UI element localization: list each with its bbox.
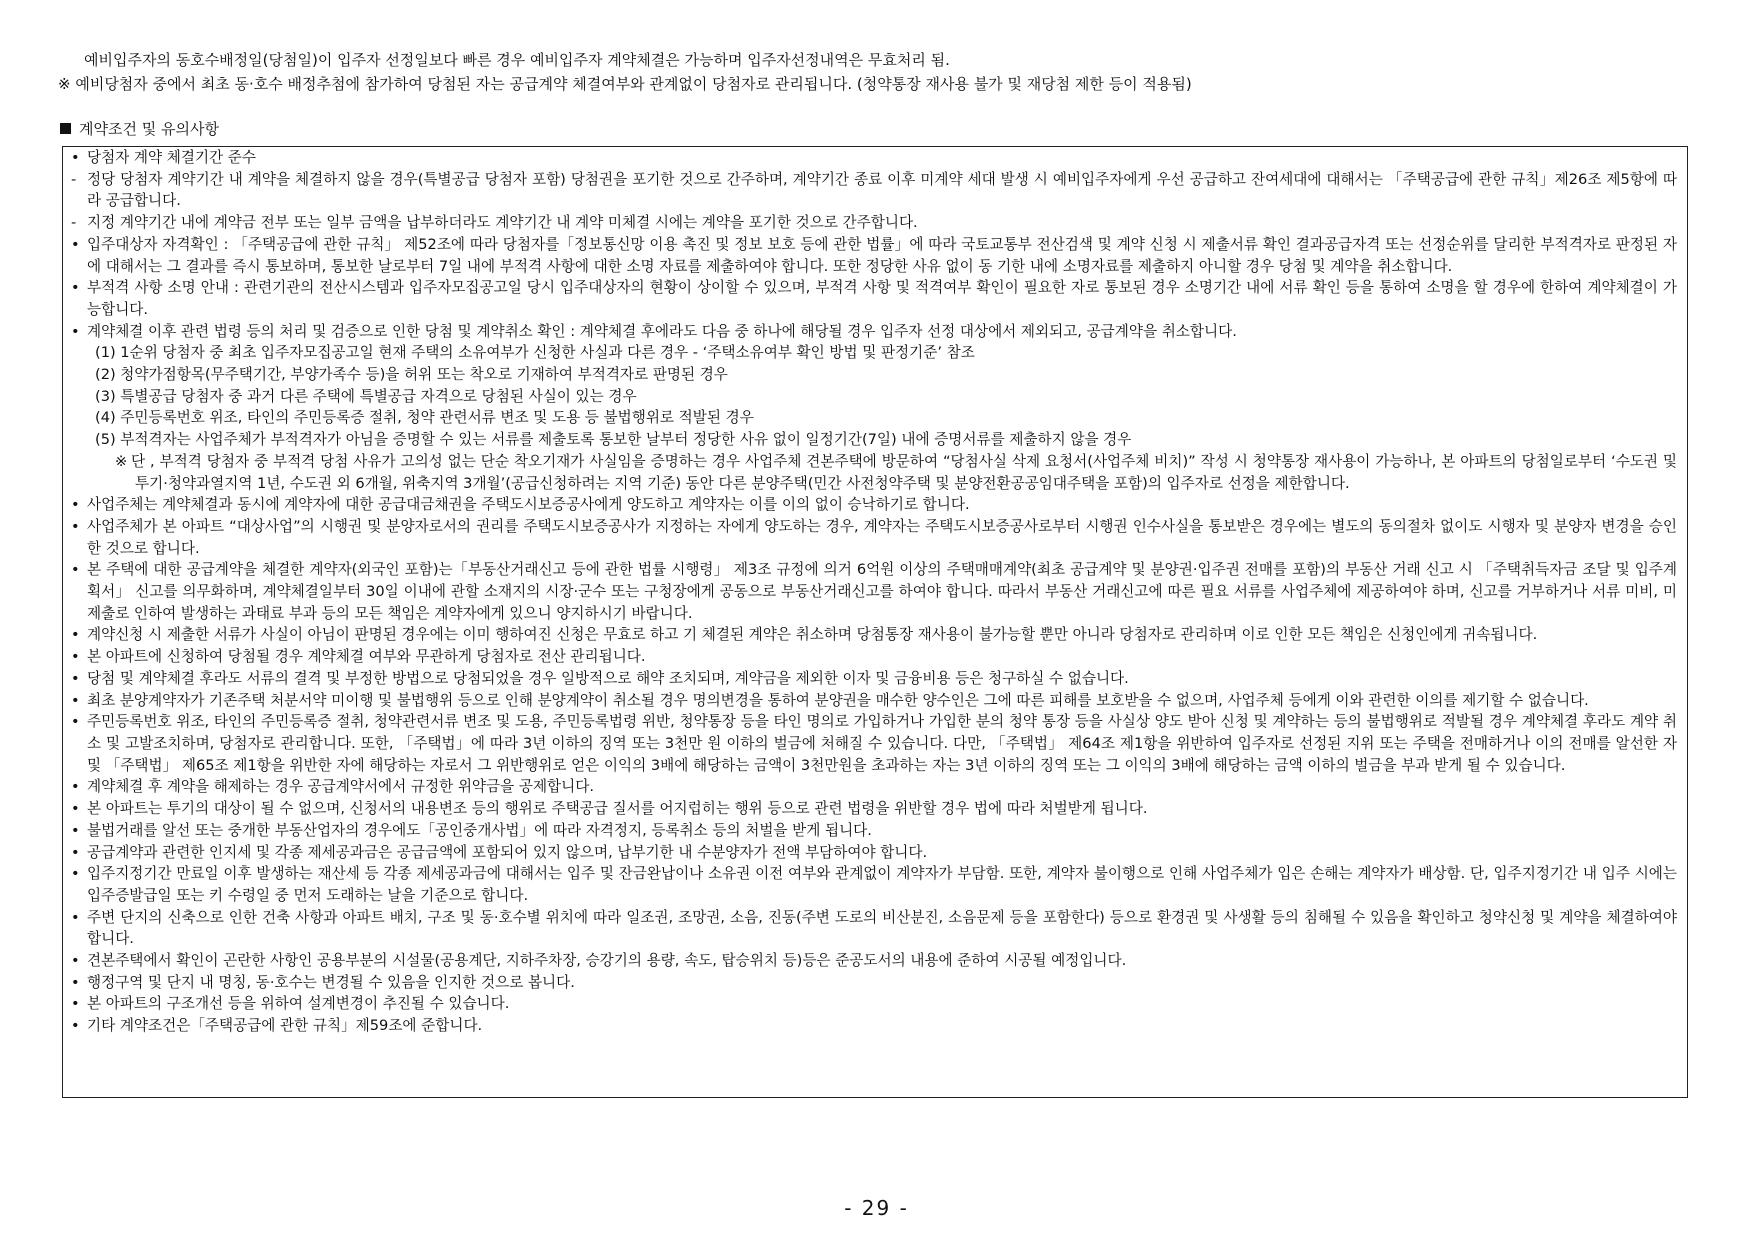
condition-item xyxy=(71,646,1677,668)
condition-text: 본 아파트에 신청하여 당첨될 경우 계약체결 여부와 무관하게 당첨자로 전산 관리됩니다. xyxy=(87,648,646,666)
condition-text: 부적격 사항 소명 안내 : 관련기관의 전산시스템과 입주자모집공고일 당시 입주대상자의 현황이 상이할 수 있으며, 부적격 사항 및 적격여부 확인이 필요한 자로 통보된 경우 소명기간 내에 서류 확인 등을 통하여 소명을 할 경우에 한하여 계약체결이 가능합니다. xyxy=(87,279,1677,318)
condition-text: 당첨 및 계약체결 후라도 서류의 결격 및 부정한 방법으로 당첨되었을 경우 일방적으로 해약 조치되며, 계약금을 제외한 이자 및 금융비용 등은 청구하실 수 없습니다. xyxy=(87,669,1129,687)
condition-item xyxy=(71,863,1677,906)
bullet-marker: • xyxy=(71,908,80,926)
bullet-marker: - xyxy=(71,214,77,232)
condition-text: 본 주택에 대한 공급계약을 체결한 계약자(외국인 포함)는「부동산거래신고 등에 관한 법률 시행령」 제3조 규정에 의거 6억원 이상의 주택매매계약(최초 공급계약 및 분양권·입주권 전매를 포함)의 부동산 거래 신고 시 「주택취득자금 조달 및 입주계획서」 신고를 의무화하며, 계약체결일부터 30일 이내에 관할 소재지의 시장·군수 또는 구청장에게 공동으로 부동산거래신고를 하여야 합니다. 따라서 부동산 거래신고에 따른 필요 서류를 사업주체에 제공하여야 하며, 신고를 거부하거나 서류 미비, 미제출로 인하여 발생하는 과태료 부과 등의 모든 책임은 계약자에게 있으니 양지하시기 바랍니다. xyxy=(87,561,1677,622)
condition-item xyxy=(71,907,1677,950)
condition-text: 최초 분양계약자가 기존주택 처분서약 미이행 및 불법행위 등으로 인해 분양계약이 취소될 경우 명의변경을 통하여 분양권을 매수한 양수인은 그에 따른 피해를 보호받을 수 없으며, 사업주체 등에게 이와 관련한 이의를 제기할 수 없습니다. xyxy=(87,691,1589,709)
condition-item xyxy=(71,559,1677,624)
condition-text: 견본주택에서 확인이 곤란한 사항인 공용부분의 시설물(공용계단, 지하주차장, 승강기의 용량, 속도, 탑승위치 등)등은 준공도서의 내용에 준하여 시공될 예정입니다. xyxy=(87,952,1127,970)
condition-text: 당첨자 계약 체결기간 준수 xyxy=(87,149,256,166)
bullet-marker: • xyxy=(71,973,80,991)
condition-text: 단 , 부적격 당첨자 중 부적격 당첨 사유가 고의성 없는 단순 착오기재가 사실임을 증명하는 경우 사업주체 견본주택에 방문하여 “당첨사실 삭제 요청서(사업주체 비치)” 작성 시 청약통장 재사용이 가능하나, 본 아파트의 당첨일로부터 ‘수도권 및 투기·청약과열지역 1년, 수도권 외 6개월, 위축지역 3개월’(공급신청하려는 지역 기준) 동안 다른 분양주택(민간 사전청약주택 및 분양전환공공임대주택을 포함)의 입주자로 선정을 제한합니다. xyxy=(131,452,1677,492)
condition-item xyxy=(71,842,1677,864)
condition-item xyxy=(71,950,1677,972)
bullet-marker: • xyxy=(71,235,80,253)
condition-item xyxy=(71,624,1677,646)
bullet-marker: ※ xyxy=(115,452,128,470)
bullet-marker: • xyxy=(71,1017,80,1035)
condition-subitem xyxy=(71,364,1677,386)
bullet-marker: • xyxy=(71,496,80,514)
condition-item xyxy=(71,234,1677,277)
condition-text: 계약체결 후 계약을 해제하는 경우 공급계약서에서 규정한 위약금을 공제합니다. xyxy=(87,778,594,796)
condition-text: 사업주체가 본 아파트 “대상사업”의 시행권 및 분양자로서의 권리를 주택도시보증공사가 지정하는 자에게 양도하는 경우, 계약자는 주택도시보증공사로부터 시행권 인수사실을 통보받은 경우에는 별도의 동의절차 없이도 시행자 및 분양자 변경을 승인한 것으로 합니다. xyxy=(87,517,1677,557)
bullet-marker: • xyxy=(71,691,80,709)
condition-text: 기타 계약조건은「주택공급에 관한 규칙」제59조에 준합니다. xyxy=(87,1017,483,1035)
condition-subitem xyxy=(71,386,1677,408)
condition-text: 지정 계약기간 내에 계약금 전부 또는 일부 금액을 납부하더라도 계약기간 내 계약 미체결 시에는 계약을 포기한 것으로 간주합니다. xyxy=(87,214,918,232)
condition-text: (4) 주민등록번호 위조, 타인의 주민등록증 절취, 청약 관련서류 변조 및 도용 등 불법행위로 적발된 경우 xyxy=(95,409,754,427)
condition-item xyxy=(71,147,1677,169)
condition-text: 계약신청 시 제출한 서류가 사실이 아님이 판명된 경우에는 이미 행하여진 신청은 무효로 하고 기 체결된 계약은 취소하며 당첨통장 재사용이 불가능할 뿐만 아니라 당첨자로 관리하며 이로 인한 모든 책임은 신청인에게 귀속됩니다. xyxy=(87,626,1538,644)
condition-item xyxy=(71,212,1677,234)
condition-item xyxy=(71,277,1677,320)
condition-text: (1) 1순위 당첨자 중 최초 입주자모집공고일 현재 주택의 소유여부가 신청한 사실과 다른 경우 - ‘주택소유여부 확인 방법 및 판정기준’ 참조 xyxy=(95,344,975,362)
condition-text: 계약체결 이후 관련 법령 등의 처리 및 검증으로 인한 당첨 및 계약취소 확인 : 계약체결 후에라도 다음 중 하나에 해당될 경우 입주자 선정 대상에서 제외되고, 공급계약을 취소합니다. xyxy=(87,322,1237,340)
intro-line-2: ※ 예비당첨자 중에서 최초 동·호수 배정추첨에 참가하여 당첨된 자는 공급계약 체결여부와 관계없이 당첨자로 관리됩니다. (청약통장 재사용 불가 및 재당첨 제한 등이 적용됨) xyxy=(58,75,1192,93)
bullet-marker: • xyxy=(71,279,80,297)
condition-subitem xyxy=(71,407,1677,429)
condition-item xyxy=(71,711,1677,776)
condition-text: 공급계약과 관련한 인지세 및 각종 제세공과금은 공급금액에 포함되어 있지 않으며, 납부기한 내 수분양자가 전액 부담하여야 합니다. xyxy=(87,843,928,861)
intro-line-1: 예비입주자의 동호수배정일(당첨일)이 입주자 선정일보다 빠른 경우 예비입주자 계약체결은 가능하며 입주자선정내역은 무효처리 됨. xyxy=(84,51,950,69)
condition-text: 입주대상자 자격확인 : 「주택공급에 관한 규칙」 제52조에 따라 당첨자를「정보통신망 이용 촉진 및 정보 보호 등에 관한 법률」에 따라 국토교통부 전산검색 및 계약 신청 시 제출서류 확인 결과공급자격 또는 선정순위를 달리한 부적격자로 판정된 자에 대해서는 그 결과를 즉시 통보하며, 통보한 날로부터 7일 내에 부적격 사항에 대한 소명 자료를 제출하여야 합니다. 또한 정당한 사유 없이 동 기한 내에 소명자료를 제출하지 아니할 경우 당첨 및 계약을 취소합니다. xyxy=(87,235,1677,275)
bullet-marker: • xyxy=(71,561,80,579)
bullet-marker: • xyxy=(71,517,80,535)
bullet-marker: • xyxy=(71,800,80,818)
condition-text: 사업주체는 계약체결과 동시에 계약자에 대한 공급대금채권을 주택도시보증공사에게 양도하고 계약자는 이를 이의 없이 승낙하기로 합니다. xyxy=(87,496,970,514)
bullet-marker: • xyxy=(71,648,80,666)
condition-subitem xyxy=(71,342,1677,364)
bullet-marker: • xyxy=(71,322,80,340)
bullet-marker: • xyxy=(71,669,80,687)
condition-item xyxy=(71,494,1677,516)
condition-text: (5) 부적격자는 사업주체가 부적격자가 아님을 증명할 수 있는 서류를 제출토록 통보한 날부터 정당한 사유 없이 일정기간(7일) 내에 증명서류를 제출하지 않을 경우 xyxy=(95,431,1132,449)
condition-text: 주민등록번호 위조, 타인의 주민등록증 절취, 청약관련서류 변조 및 도용, 주민등록법령 위반, 청약통장 등을 타인 명의로 가입하거나 가입한 분의 청약 통장 등을 사실상 양도 받아 신청 및 계약하는 등의 불법행위로 적발될 경우 계약체결 후라도 계약 취소 및 고발조치하며, 당첨자로 관리합니다. 또한, 「주택법」에 따라 3년 이하의 징역 또는 3천만 원 이하의 벌금에 처해질 수 있습니다. 다만, 「주택법」 제64조 제1항을 위반하여 입주자로 선정된 지위 또는 주택을 전매하거나 이의 전매를 알선한 자 및 「주택법」 제65조 제1항을 위반한 자에 해당하는 자로서 그 위반행위로 얻은 이익의 3배에 해당하는 금액이 3천만원을 초과하는 자는 3년 이하의 징역 또는 그 이익의 3배에 해당하는 금액 이하의 벌금을 부과 받게 될 수 있습니다. xyxy=(87,713,1677,774)
condition-item xyxy=(71,820,1677,842)
bullet-marker: • xyxy=(71,713,80,731)
bullet-marker: • xyxy=(71,843,80,861)
bullet-marker: • xyxy=(71,626,80,644)
condition-text: 정당 당첨자 계약기간 내 계약을 체결하지 않을 경우(특별공급 당첨자 포함) 당첨권을 포기한 것으로 간주하며, 계약기간 종료 이후 미계약 세대 발생 시 예비입주자에게 우선 공급하고 잔여세대에 대해서는 「주택공급에 관한 규칙」제26조 제5항에 따라 공급합니다. xyxy=(87,170,1677,210)
condition-item xyxy=(71,321,1677,343)
condition-subitem xyxy=(71,429,1677,451)
section-title-text: 계약조건 및 유의사항 xyxy=(79,120,219,138)
bullet-marker: • xyxy=(71,952,80,970)
page-number: - 29 - xyxy=(844,1196,909,1220)
bullet-marker: • xyxy=(71,865,80,883)
intro-notes xyxy=(58,48,1698,96)
condition-text: 행정구역 및 단지 내 명칭, 동·호수는 변경될 수 있음을 인지한 것으로 봅니다. xyxy=(87,973,575,991)
section-title xyxy=(60,118,219,140)
condition-text: (2) 청약가점항목(무주택기간, 부양가족수 등)을 허위 또는 착오로 기재하여 부적격자로 판명된 경우 xyxy=(95,366,728,384)
bullet-marker: • xyxy=(71,149,80,166)
condition-item xyxy=(71,776,1677,798)
condition-note xyxy=(71,451,1677,494)
conditions-box xyxy=(62,146,1688,1098)
condition-item xyxy=(71,668,1677,690)
condition-text: (3) 특별공급 당첨자 중 과거 다른 주택에 특별공급 자격으로 당첨된 사실이 있는 경우 xyxy=(95,387,637,405)
condition-text: 본 아파트는 투기의 대상이 될 수 없으며, 신청서의 내용변조 등의 행위로 주택공급 질서를 어지럽히는 행위 등으로 관련 법령을 위반할 경우 법에 따라 처벌받게 됩니다. xyxy=(87,800,1148,818)
condition-text: 주변 단지의 신축으로 인한 건축 사항과 아파트 배치, 구조 및 동·호수별 위치에 따라 일조권, 조망권, 소음, 진동(주변 도로의 비산분진, 소음문제 등을 포함한다) 등으로 환경권 및 사생활 등의 침해될 수 있음을 확인하고 청약신청 및 계약을 체결하여야 합니다. xyxy=(87,908,1677,948)
condition-item xyxy=(71,690,1677,712)
condition-text: 입주지정기간 만료일 이후 발생하는 재산세 등 각종 제세공과금에 대해서는 입주 및 잔금완납이나 소유권 이전 여부와 관계없이 계약자가 부담함. 또한, 계약자 불이행으로 인해 사업주체가 입은 손해는 계약자가 배상함. 단, 입주지정기간 내 입주 시에는 입주증발급일 또는 키 수령일 중 먼저 도래하는 날을 기준으로 합니다. xyxy=(87,865,1677,904)
square-bullet-icon xyxy=(60,123,71,134)
bullet-marker: • xyxy=(71,995,80,1013)
condition-item xyxy=(71,798,1677,820)
condition-item xyxy=(71,516,1677,559)
condition-item xyxy=(71,169,1677,212)
condition-item xyxy=(71,993,1677,1015)
condition-text: 불법거래를 알선 또는 중개한 부동산업자의 경우에도「공인중개사법」에 따라 자격정지, 등록취소 등의 처벌을 받게 됩니다. xyxy=(87,821,872,839)
bullet-marker: • xyxy=(71,821,80,839)
bullet-marker: - xyxy=(71,170,77,188)
bullet-marker: • xyxy=(71,778,80,796)
condition-text: 본 아파트의 구조개선 등을 위하여 설계변경이 추진될 수 있습니다. xyxy=(87,995,510,1013)
condition-item xyxy=(71,1015,1677,1037)
condition-item xyxy=(71,972,1677,994)
